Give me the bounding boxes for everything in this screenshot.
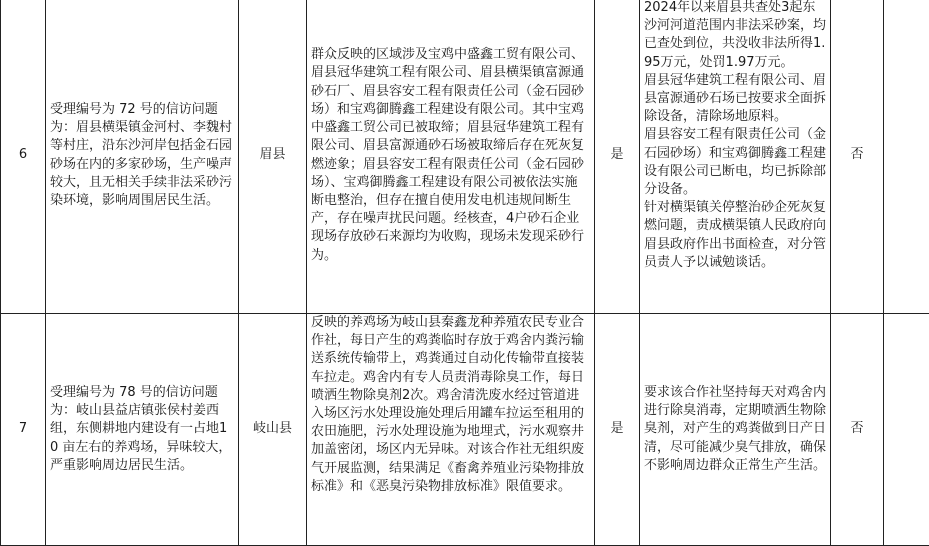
handling-paragraph: 要求该合作社坚持每天对鸡舍内进行除臭消毒，定期喷洒生物除臭剂，对产生的鸡粪做到日产日清，尽可能减少臭气排放，确保不影响周边群众正常生产生活。 xyxy=(644,384,826,475)
empty-cell xyxy=(884,0,929,314)
handling-paragraph: 2024年以来眉县共查处3起东沙河河道范围内非法采砂案，均已查处到位，共没收非法所得1.95万元，处罚1.97万元。 xyxy=(644,0,826,72)
empty-cell xyxy=(884,314,929,546)
handling-paragraph: 眉县冠华建筑工程有限公司、眉县富源通砂石场已按要求全面拆除设备，清除场地原料。 xyxy=(644,72,826,127)
handling-paragraph: 针对横渠镇关停整治砂企死灰复燃问题，责成横渠镇人民政府向眉县政府作出书面检查，对分管员责人予以诫勉谈话。 xyxy=(644,199,826,272)
closed-cell: 否 xyxy=(831,314,884,546)
issue-text: 受理编号为 78 号的信访问题为：岐山县益店镇张侯村姜西组，东侧耕地内建设有一占地10 亩左右的养鸡场，异味较大，严重影响周边居民生活。 xyxy=(46,314,239,546)
finding-text: 反映的养鸡场为岐山县秦鑫龙种养殖农民专业合作社，每日产生的鸡粪临时存放于鸡舍内粪污输送系统传输带上，鸡粪通过自动化传输带直接装车拉走。鸡舍内有专人员责消毒除臭工作，每日喷洒生物除臭剂2次。鸡舍清洗废水经过管道进入场区污水处理设施处理后用罐车拉运至租用的农田施肥，污水处理设施为地埋式，污水观察井加盖密闭，场区内无异味。对该合作社无组织废气开展监测，结果满足《畜禽养殖业污染物排放标准》和《恶臭污染物排放标准》限值要求。 xyxy=(307,314,595,546)
handling-text xyxy=(640,314,831,546)
county-cell: 眉县 xyxy=(239,0,307,314)
table-row xyxy=(1,314,929,546)
table-row xyxy=(1,0,929,314)
row-number: 6 xyxy=(1,0,46,314)
row-number: 7 xyxy=(1,314,46,546)
handling-paragraph: 眉县容安工程有限责任公司（金石园砂场）和宝鸡御腾鑫工程建设有限公司已断电，均已拆除部分设备。 xyxy=(644,126,826,199)
closed-cell: 否 xyxy=(831,0,884,314)
handling-text xyxy=(640,0,831,314)
issue-text: 受理编号为 72 号的信访问题为：眉县横渠镇金河村、李魏村等村庄，沿东沙河岸包括金石园砂场在内的多家砂场，生产噪声较大，且无相关手续非法采砂污染环境，影响周围居民生活。 xyxy=(46,0,239,314)
verified-cell: 是 xyxy=(595,0,640,314)
verified-cell: 是 xyxy=(595,314,640,546)
county-cell: 岐山县 xyxy=(239,314,307,546)
finding-text: 群众反映的区域涉及宝鸡中盛鑫工贸有限公司、眉县冠华建筑工程有限公司、眉县横渠镇富源通砂石厂、眉县容安工程有限责任公司（金石园砂场）和宝鸡御腾鑫工程建设有限公司。其中宝鸡中盛鑫工贸公司已被取缔；眉县冠华建筑工程有限公司、眉县富源通砂石场被取缔后存在死灰复燃迹象；眉县容安工程有限责任公司（金石园砂场）、宝鸡御腾鑫工程建设有限公司被依法实施断电整治，但存在擅自使用发电机违规间断生产，存在噪声扰民问题。经核查，4户砂石企业现场存放砂石来源均为收购，现场未发现采砂行为。 xyxy=(307,0,595,314)
